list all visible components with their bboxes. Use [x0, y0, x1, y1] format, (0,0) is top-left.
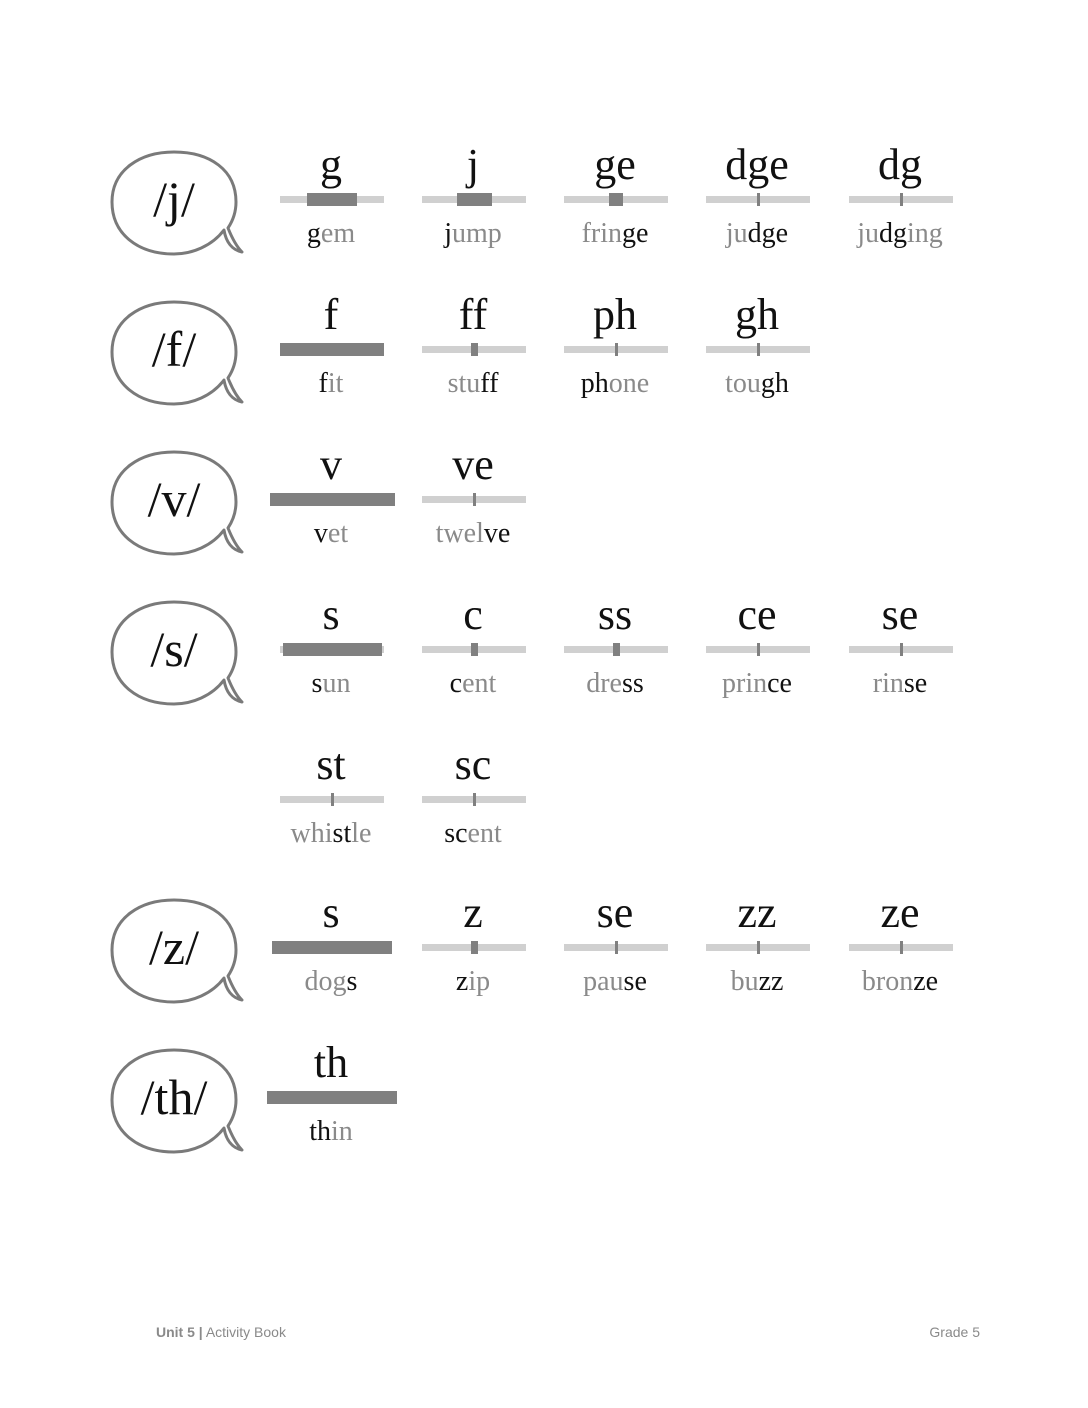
- example-word: [271, 366, 391, 402]
- spelling-cell: [840, 140, 960, 270]
- spelling-label: s: [322, 888, 340, 937]
- frequency-bar-fill: [270, 493, 395, 506]
- example-word: [555, 964, 675, 1000]
- example-word-prefix: frin: [581, 218, 622, 249]
- frequency-bar-fill: [471, 941, 478, 954]
- example-word: [413, 216, 533, 252]
- footer-left: [156, 1324, 286, 1340]
- example-word-highlight: st: [332, 818, 352, 849]
- spelling-cell: [555, 140, 675, 270]
- example-word: [840, 964, 960, 1000]
- sound-label: /s/: [150, 621, 198, 677]
- example-word-prefix: rin: [872, 668, 904, 699]
- example-word: [697, 366, 817, 402]
- example-word-suffix: ent: [467, 818, 502, 849]
- frequency-bar-track: [564, 196, 668, 203]
- spelling-label: z: [463, 888, 483, 937]
- spelling-cell: [840, 888, 960, 1018]
- frequency-bar-track: [422, 196, 526, 203]
- frequency-bar-fill: [471, 643, 478, 656]
- sound-label: /v/: [147, 471, 201, 527]
- spelling-label: se: [596, 888, 634, 937]
- frequency-bar-track: [706, 944, 810, 951]
- frequency-bar-track: [849, 944, 953, 951]
- spelling-cell: [697, 140, 817, 270]
- example-word-suffix: ump: [452, 218, 502, 249]
- example-word: [697, 666, 817, 702]
- example-word-highlight: gh: [760, 368, 789, 399]
- spelling-cell: [413, 440, 533, 570]
- frequency-bar-fill: [331, 793, 334, 806]
- spelling-cell: [271, 1038, 391, 1168]
- example-word: [271, 1114, 391, 1150]
- example-word-suffix: ip: [468, 966, 491, 997]
- frequency-bar-fill: [457, 193, 492, 206]
- spelling-cell: [555, 290, 675, 420]
- example-word-suffix: et: [327, 518, 349, 549]
- example-word-highlight: z: [455, 966, 469, 997]
- frequency-bar-fill: [283, 643, 382, 656]
- example-word-highlight: j: [444, 218, 452, 249]
- spelling-cell: [840, 590, 960, 720]
- example-word-suffix: ent: [462, 668, 497, 699]
- footer-book: Activity Book: [205, 1324, 286, 1340]
- spelling-label: dge: [725, 140, 789, 189]
- frequency-bar-fill: [757, 643, 760, 656]
- frequency-bar-track: [849, 196, 953, 203]
- spelling-label: th: [313, 1038, 349, 1087]
- frequency-bar-fill: [272, 941, 392, 954]
- spelling-cell: [697, 888, 817, 1018]
- example-word-prefix: ju: [857, 218, 879, 249]
- example-word-highlight: ph: [580, 368, 609, 399]
- example-word: [840, 216, 960, 252]
- spelling-label: ge: [594, 140, 636, 189]
- example-word-highlight: th: [309, 1116, 331, 1147]
- example-word-suffix: ing: [907, 218, 943, 249]
- spelling-label: sc: [454, 740, 492, 789]
- example-word-highlight: s: [311, 668, 323, 699]
- frequency-bar-fill: [471, 343, 478, 356]
- speech-bubble: [108, 300, 248, 412]
- frequency-bar-track: [564, 346, 668, 353]
- example-word: [413, 816, 533, 852]
- frequency-bar-track: [280, 796, 384, 803]
- frequency-bar-track: [422, 496, 526, 503]
- example-word-suffix: le: [351, 818, 372, 849]
- example-word: [840, 666, 960, 702]
- footer-separator: |: [198, 1324, 203, 1340]
- frequency-bar-fill: [615, 343, 618, 356]
- example-word: [555, 366, 675, 402]
- spelling-label: ff: [458, 290, 488, 339]
- example-word-prefix: pau: [583, 966, 624, 997]
- frequency-bar-track: [564, 646, 668, 653]
- example-word-suffix: in: [331, 1116, 353, 1147]
- frequency-bar-track: [280, 1094, 384, 1101]
- sound-label: /j/: [153, 171, 195, 227]
- frequency-bar-track: [280, 346, 384, 353]
- example-word-prefix: tou: [725, 368, 761, 399]
- frequency-bar-fill: [280, 343, 384, 356]
- example-word: [271, 666, 391, 702]
- frequency-bar-track: [849, 646, 953, 653]
- frequency-bar-track: [280, 646, 384, 653]
- example-word-prefix: dre: [586, 668, 622, 699]
- spelling-label: dg: [878, 140, 922, 189]
- sound-label: /th/: [140, 1069, 208, 1125]
- frequency-bar-track: [422, 346, 526, 353]
- example-word-highlight: ge: [622, 218, 649, 249]
- example-word-prefix: prin: [722, 668, 768, 699]
- example-word-prefix: whi: [290, 818, 333, 849]
- example-word-suffix: un: [322, 668, 351, 699]
- spelling-label: ph: [593, 290, 637, 339]
- spelling-label: ve: [452, 440, 494, 489]
- footer-unit: Unit 5: [156, 1324, 195, 1340]
- example-word: [271, 216, 391, 252]
- example-word-suffix: one: [608, 368, 650, 399]
- sound-label: /z/: [149, 919, 199, 975]
- example-word-highlight: dge: [747, 218, 789, 249]
- example-word-highlight: ff: [480, 368, 499, 399]
- frequency-bar-fill: [473, 493, 476, 506]
- frequency-bar-track: [280, 496, 384, 503]
- example-word-prefix: dog: [304, 966, 347, 997]
- example-word-highlight: ze: [913, 966, 939, 997]
- example-word: [413, 516, 533, 552]
- frequency-bar-fill: [307, 193, 357, 206]
- frequency-bar-track: [422, 796, 526, 803]
- example-word-highlight: dg: [879, 218, 907, 249]
- example-word-highlight: se: [903, 668, 928, 699]
- spelling-label: c: [463, 590, 483, 639]
- example-word-highlight: ss: [621, 668, 644, 699]
- example-word-highlight: ve: [483, 518, 511, 549]
- spelling-label: st: [316, 740, 346, 789]
- spelling-cell: [413, 590, 533, 720]
- example-word-highlight: s: [346, 966, 358, 997]
- speech-bubble: [108, 150, 248, 262]
- example-word-highlight: ce: [767, 668, 792, 699]
- frequency-bar-fill: [900, 193, 903, 206]
- example-word: [271, 964, 391, 1000]
- example-word: [413, 366, 533, 402]
- spelling-cell: [413, 140, 533, 270]
- example-word: [271, 816, 391, 852]
- spelling-cell: [271, 140, 391, 270]
- spelling-cell: [271, 888, 391, 1018]
- example-word-highlight: zz: [758, 966, 784, 997]
- speech-bubble: [108, 1048, 248, 1160]
- example-word-prefix: bu: [730, 966, 759, 997]
- spelling-label: zz: [737, 888, 777, 937]
- frequency-bar-track: [706, 346, 810, 353]
- frequency-bar-track: [422, 944, 526, 951]
- frequency-bar-fill: [473, 793, 476, 806]
- spelling-cell: [555, 590, 675, 720]
- spelling-label: j: [466, 140, 480, 189]
- spelling-label: v: [320, 440, 342, 489]
- footer-grade: Grade 5: [929, 1324, 980, 1340]
- spelling-label: s: [322, 590, 340, 639]
- example-word-highlight: c: [449, 668, 463, 699]
- frequency-bar-fill: [900, 643, 903, 656]
- spelling-label: g: [320, 140, 342, 189]
- example-word: [555, 666, 675, 702]
- spelling-label: gh: [735, 290, 779, 339]
- example-word-prefix: stu: [447, 368, 481, 399]
- frequency-bar-fill: [757, 193, 760, 206]
- example-word: [271, 516, 391, 552]
- speech-bubble: [108, 450, 248, 562]
- example-word-prefix: ju: [725, 218, 748, 249]
- frequency-bar-track: [280, 196, 384, 203]
- frequency-bar-track: [280, 944, 384, 951]
- spelling-label: se: [881, 590, 919, 639]
- example-word: [697, 964, 817, 1000]
- spelling-cell: [271, 740, 391, 870]
- spelling-label: ss: [597, 590, 633, 639]
- spelling-cell: [271, 590, 391, 720]
- frequency-bar-track: [422, 646, 526, 653]
- frequency-bar-fill: [615, 941, 618, 954]
- speech-bubble: [108, 600, 248, 712]
- example-word-highlight: f: [318, 368, 328, 399]
- frequency-bar-fill: [757, 343, 760, 356]
- example-word-highlight: g: [306, 218, 321, 249]
- example-word-prefix: bron: [861, 966, 914, 997]
- example-word-suffix: it: [327, 368, 344, 399]
- frequency-bar-fill: [900, 941, 903, 954]
- sound-label: /f/: [151, 321, 197, 377]
- spelling-cell: [271, 440, 391, 570]
- frequency-bar-fill: [613, 643, 620, 656]
- example-word-suffix: em: [320, 218, 356, 249]
- example-word-highlight: sc: [444, 818, 468, 849]
- example-word-prefix: twel: [435, 518, 484, 549]
- spelling-cell: [697, 290, 817, 420]
- example-word-highlight: se: [623, 966, 647, 997]
- example-word-highlight: v: [313, 518, 328, 549]
- spelling-cell: [555, 888, 675, 1018]
- example-word: [413, 964, 533, 1000]
- spelling-cell: [413, 888, 533, 1018]
- example-word: [555, 216, 675, 252]
- frequency-bar-track: [706, 646, 810, 653]
- spelling-label: ce: [737, 590, 777, 639]
- spelling-label: f: [323, 290, 339, 339]
- example-word: [697, 216, 817, 252]
- spelling-cell: [697, 590, 817, 720]
- frequency-bar-fill: [267, 1091, 397, 1104]
- example-word: [413, 666, 533, 702]
- frequency-bar-fill: [609, 193, 623, 206]
- frequency-bar-fill: [757, 941, 760, 954]
- frequency-bar-track: [564, 944, 668, 951]
- spelling-cell: [413, 740, 533, 870]
- speech-bubble: [108, 898, 248, 1010]
- spelling-label: ze: [880, 888, 920, 937]
- frequency-bar-track: [706, 196, 810, 203]
- spelling-cell: [271, 290, 391, 420]
- spelling-cell: [413, 290, 533, 420]
